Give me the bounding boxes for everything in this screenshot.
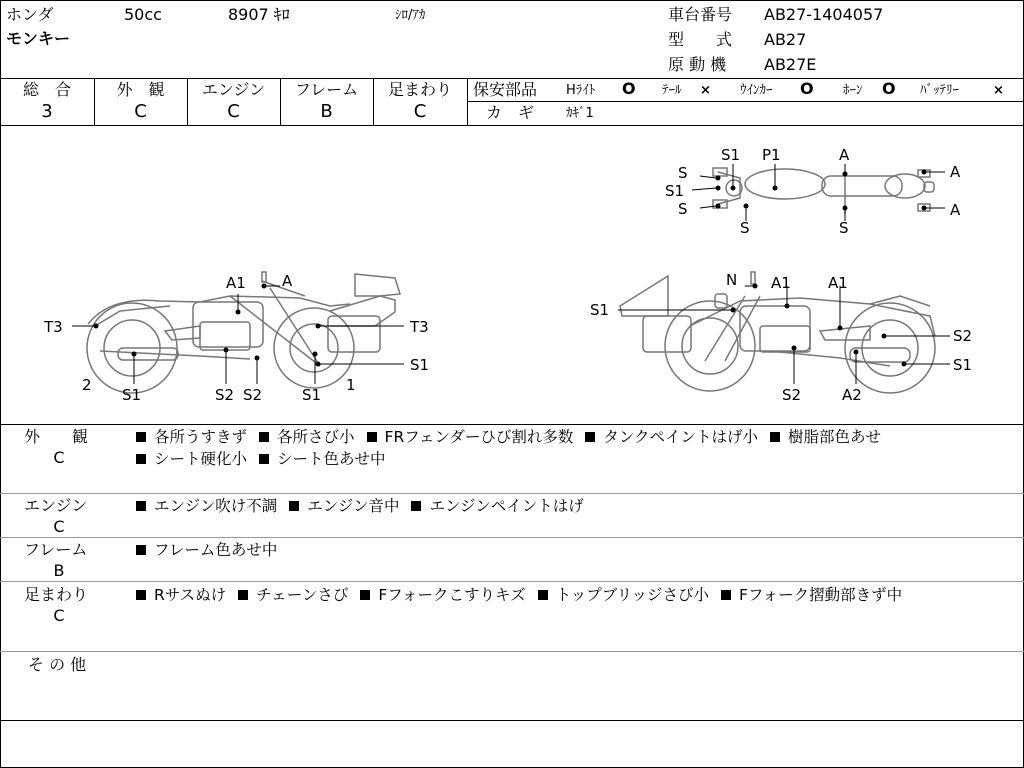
safety-horn: ﾎｰﾝ [843, 83, 863, 98]
remark-item: フレーム色あせ中 [154, 541, 278, 559]
frame-label: フレーム [294, 80, 359, 99]
damage-code-label: A1 [226, 274, 246, 292]
bullet-square-icon [289, 501, 299, 511]
remark-engine-grade: C [53, 517, 65, 536]
mileage: 8907 ｷﾛ [228, 5, 290, 24]
damage-code-label: S1 [590, 301, 610, 319]
remark-item: Fフォーク摺動部きず中 [739, 586, 903, 604]
bullet-square-icon [538, 590, 548, 600]
remark-line [136, 426, 893, 448]
damage-code-label: 2 [82, 376, 92, 394]
bullet-square-icon [136, 545, 146, 555]
divider [0, 537, 1024, 538]
safety-headlight-mark: O [622, 79, 636, 98]
remark-item: シート硬化小 [154, 450, 248, 468]
exterior-label: 外 観 [116, 80, 165, 99]
divider [0, 720, 1024, 721]
key-value: ｶｷﾞ1 [566, 106, 594, 121]
remark-item: チェーンさび [256, 586, 349, 604]
damage-code-label: S2 [215, 386, 235, 404]
exterior-value: C [134, 101, 147, 122]
damage-code-label: A1 [828, 274, 848, 292]
overall-label: 総 合 [22, 80, 71, 99]
remark-exterior-grade: C [53, 448, 65, 467]
safety-label: 保安部品 [473, 80, 538, 99]
remark-item: Rサスぬけ [154, 586, 227, 604]
damage-code-label: A [839, 146, 850, 164]
bullet-square-icon [136, 454, 146, 464]
key-label: カ ギ [486, 103, 535, 122]
remark-suspension-label: 足まわり [24, 585, 89, 604]
divider [467, 101, 1024, 102]
divider [0, 424, 1024, 425]
safety-tail: ﾃｰﾙ [662, 83, 682, 98]
remark-item: エンジン吹け不調 [154, 497, 278, 515]
bullet-square-icon [770, 432, 780, 442]
damage-code-label: A [282, 272, 293, 290]
damage-diagram [0, 126, 1024, 424]
divider [0, 78, 1024, 79]
damage-code-label: S [678, 200, 688, 218]
damage-code-label: S1 [122, 386, 142, 404]
damage-code-label: S1 [302, 386, 322, 404]
chassis-value: AB27-1404057 [764, 5, 884, 24]
remark-other-label: そ の 他 [28, 655, 87, 674]
damage-code-label: S1 [953, 356, 973, 374]
safety-winker: ｳｲﾝｶｰ [740, 83, 773, 98]
bullet-square-icon [721, 590, 731, 600]
bullet-square-icon [136, 432, 146, 442]
remark-line [136, 495, 596, 517]
remark-item: シート色あせ中 [277, 450, 386, 468]
damage-code-label: T3 [44, 318, 63, 336]
engine-model-value: AB27E [764, 55, 817, 74]
remark-item: FRフェンダーひび割れ多数 [384, 428, 574, 446]
remark-item: エンジンペイントはげ [429, 497, 584, 515]
damage-code-label: S2 [243, 386, 263, 404]
damage-code-label: S1 [665, 182, 685, 200]
remark-item: トップブリッジさび小 [555, 586, 710, 604]
remark-line [136, 584, 914, 606]
damage-code-label: S2 [953, 327, 973, 345]
remark-item: Fフォークこすりキズ [378, 586, 526, 604]
divider [0, 581, 1024, 582]
safety-tail-mark: × [700, 83, 711, 98]
damage-code-label: S [839, 219, 849, 237]
damage-code-label: T3 [410, 318, 429, 336]
bullet-square-icon [367, 432, 377, 442]
maker: ホンダ [6, 5, 54, 24]
safety-winker-mark: O [800, 79, 814, 98]
displacement: 50cc [124, 5, 162, 24]
engine-model-label: 原 動 機 [668, 55, 727, 74]
damage-code-label: 1 [346, 376, 356, 394]
bullet-square-icon [360, 590, 370, 600]
bullet-square-icon [259, 432, 269, 442]
safety-horn-mark: O [882, 79, 896, 98]
remark-engine-label: エンジン [24, 496, 88, 515]
type-label: 型 式 [668, 30, 733, 49]
damage-code-label: S1 [410, 356, 430, 374]
frame-value: B [320, 101, 333, 122]
damage-code-label: S [740, 219, 750, 237]
remark-line [136, 448, 398, 470]
safety-headlight: Hﾗｲﾄ [566, 83, 596, 98]
divider [0, 651, 1024, 652]
damage-code-label: A [950, 163, 961, 181]
remark-item: タンクペイントはげ小 [603, 428, 759, 446]
suspension-value: C [413, 101, 427, 122]
remark-item: 各所さび小 [277, 428, 355, 446]
safety-battery-mark: × [993, 83, 1004, 98]
engine-label: エンジン [201, 80, 266, 99]
remark-item: 樹脂部色あせ [788, 428, 882, 446]
remark-frame-grade: B [53, 561, 65, 580]
damage-code-label: A2 [842, 386, 862, 404]
type-value: AB27 [764, 30, 807, 49]
damage-code-label: A1 [771, 274, 791, 292]
overall-value: 3 [41, 101, 53, 122]
damage-code-label: S1 [721, 146, 741, 164]
bullet-square-icon [585, 432, 595, 442]
bullet-square-icon [136, 590, 146, 600]
damage-code-label: P1 [762, 146, 781, 164]
color: ｼﾛ/ｱｶ [395, 8, 426, 23]
remark-item: 各所うすきず [154, 428, 248, 446]
remark-suspension-grade: C [53, 606, 65, 625]
damage-code-label: A [950, 201, 961, 219]
damage-code-label: S2 [782, 386, 802, 404]
suspension-label: 足まわり [387, 80, 452, 99]
remark-exterior-label: 外 観 [24, 427, 89, 446]
model-name: モンキー [6, 29, 71, 48]
bullet-square-icon [259, 454, 269, 464]
divider [0, 493, 1024, 494]
engine-value: C [227, 101, 240, 122]
damage-code-label: N [726, 271, 738, 289]
bullet-square-icon [238, 590, 248, 600]
remark-item: エンジン音中 [307, 497, 400, 515]
bullet-square-icon [136, 501, 146, 511]
chassis-label: 車台番号 [668, 5, 733, 24]
remark-line [136, 539, 289, 561]
remark-frame-label: フレーム [24, 540, 88, 559]
damage-code-label: S [678, 164, 688, 182]
safety-battery: ﾊﾞｯﾃﾘｰ [920, 83, 959, 98]
bullet-square-icon [411, 501, 421, 511]
